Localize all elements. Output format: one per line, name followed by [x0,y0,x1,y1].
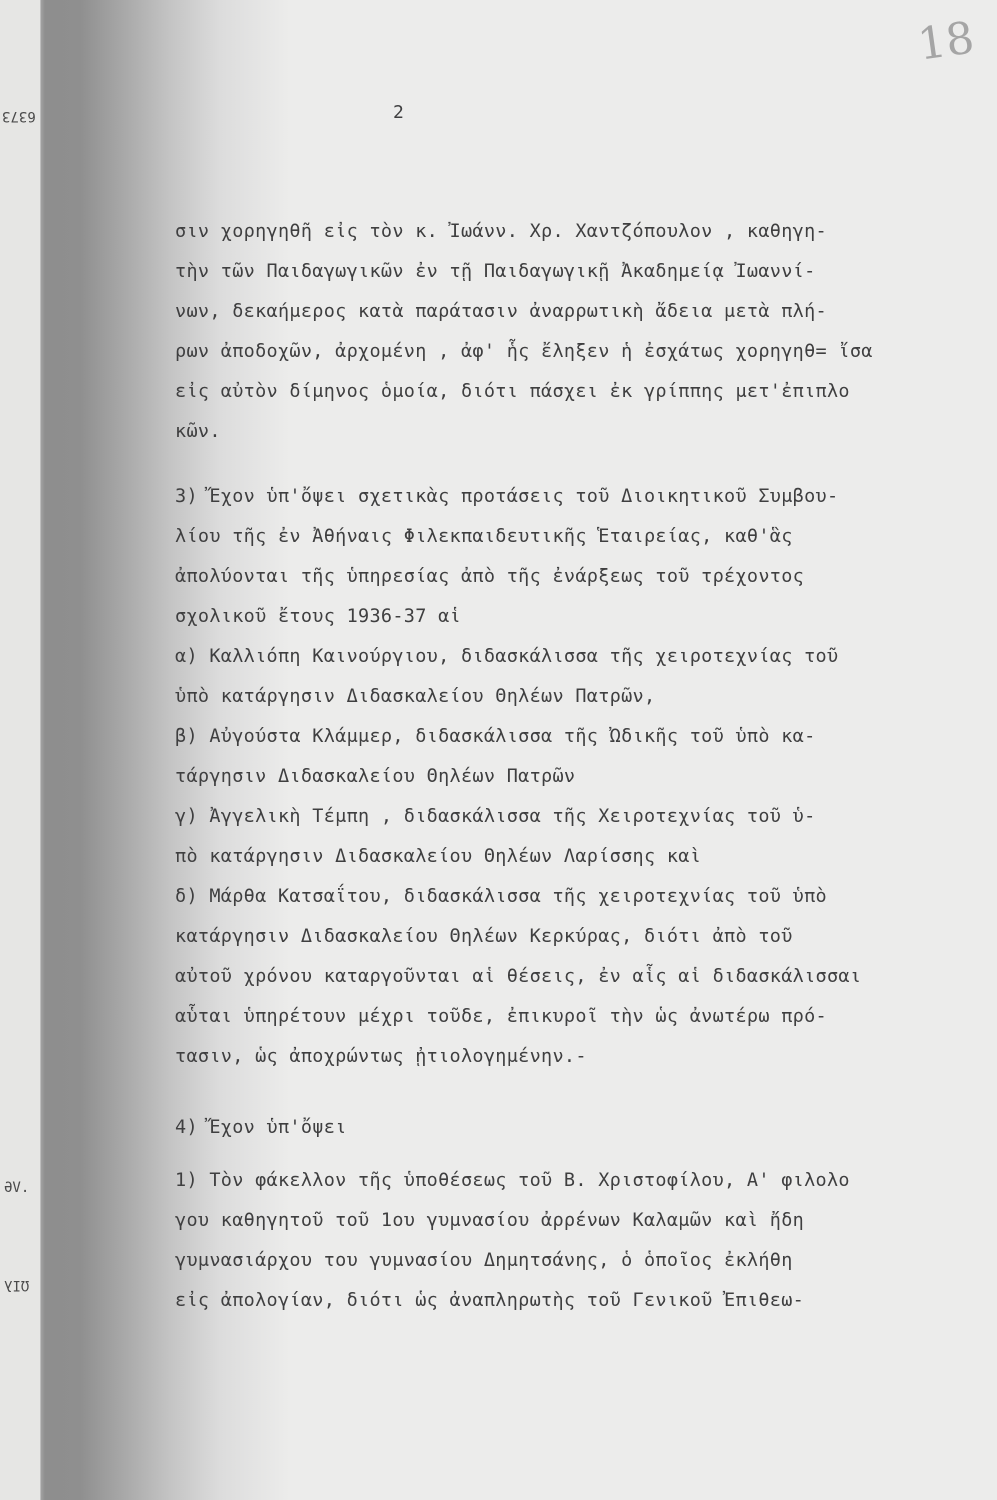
text-line: λίου τῆς ἐν Ἀθήναις Φιλεκπαιδευτικῆς Ἑταιρείας, καθ'ἃς [175,526,793,547]
text-line: ἀπολύονται τῆς ὑπηρεσίας ἀπὸ τῆς ἐνάρξεως τοῦ τρέχοντος [175,566,805,587]
text-line: 1) Τὸν φάκελλον τῆς ὑποθέσεως τοῦ Β. Χριστοφίλου, Α' φιλολο [175,1170,850,1191]
text-line: δ) Μάρθα Κατσαΐτου, διδασκάλισσα τῆς χειροτεχνίας τοῦ ὑπὸ [175,886,827,907]
text-line: κατάργησιν Διδασκαλείου Θηλέων Κερκύρας, διότι ἀπὸ τοῦ [175,926,793,947]
margin-mark: 6373 [2,108,36,124]
text-line: αὐτοῦ χρόνου καταργοῦνται αἱ θέσεις, ἐν αἷς αἱ διδασκάλισσαι [175,966,862,987]
text-line: αὗται ὑπηρέτουν μέχρι τοῦδε, ἐπικυροῖ τὴν ὡς ἀνωτέρω πρό- [175,1006,827,1027]
handwritten-folio-number: 18 [914,12,978,71]
text-line: πὸ κατάργησιν Διδασκαλείου Θηλέων Λαρίσσης καὶ [175,846,702,867]
text-line: νων, δεκαήμερος κατὰ παράτασιν ἀναρρωτικὴ ἄδεια μετὰ πλή- [175,301,827,322]
paragraph-3 [175,477,970,1077]
text-line: ρων ἀποδοχῶν, ἀρχομένη , ἀφ' ἧς ἔληξεν ἡ ἐσχάτως χορηγηθ= ἴσα [175,341,873,362]
adjacent-page-edge [0,0,41,1500]
text-line: σχολικοῦ ἔτους 1936-37 αἱ [175,606,461,627]
text-line: εἰς αὐτὸν δίμηνος ὁμοία, διότι πάσχει ἐκ γρίππης μετ'ἐπιπλο [175,381,850,402]
text-line: τάργησιν Διδασκαλείου Θηλέων Πατρῶν [175,766,576,787]
text-line: γ) Ἀγγελικὴ Τέμπη , διδασκάλισσα τῆς Χειροτεχνίας τοῦ ὑ- [175,806,816,827]
text-line: εἰς ἀπολογίαν, διότι ὡς ἀναπληρωτὴς τοῦ Γενικοῦ Ἐπιθεω- [175,1290,805,1311]
paragraph-1 [175,212,970,452]
text-line: β) Αὐγούστα Κλάμμερ, διδασκάλισσα τῆς Ὠδικῆς τοῦ ὑπὸ κα- [175,726,816,747]
text-line: κῶν. [175,421,221,442]
paragraph-4-1 [175,1161,970,1321]
text-line: γου καθηγητοῦ τοῦ 1ου γυμνασίου ἀρρένων Καλαμῶν καὶ ἤδη [175,1210,805,1231]
text-line: α) Καλλιόπη Καινούργιου, διδασκάλισσα τῆς χειροτεχνίας τοῦ [175,646,839,667]
text-line: σιν χορηγηθῆ εἰς τὸν κ. Ἰωάνν. Χρ. Χαντζόπουλον , καθηγη- [175,221,827,242]
margin-mark: ӘV. [4,1180,30,1196]
text-line: γυμνασιάρχου του γυμνασίου Δημητσάνης, ὁ ὁποῖος ἐκλήθη [175,1250,793,1271]
paragraph-4-heading [175,1116,970,1140]
text-line: 4) Ἔχον ὑπ'ὄψει [175,1117,347,1138]
text-line: ὑπὸ κατάργησιν Διδασκαλείου Θηλέων Πατρῶν, [175,686,656,707]
text-line: τὴν τῶν Παιδαγωγικῶν ἐν τῇ Παιδαγωγικῇ Ἀκαδημείᾳ Ἰωαννί- [175,261,816,282]
text-line: 3) Ἔχον ὑπ'ὄψει σχετικὰς προτάσεις τοῦ Διοικητικοῦ Συμβου- [175,486,839,507]
page-number: 2 [393,102,404,123]
text-line: τασιν, ὡς ἀποχρώντως ᾐτιολογημένην.- [175,1046,587,1067]
margin-mark: ΩΙλ [4,1277,30,1293]
